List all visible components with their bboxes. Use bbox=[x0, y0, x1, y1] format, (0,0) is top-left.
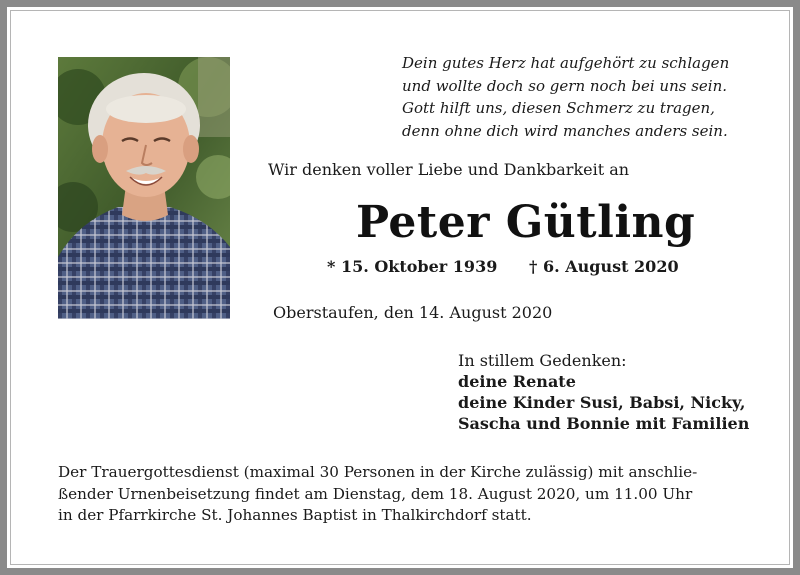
mourner-line: deine Kinder Susi, Babsi, Nicky, bbox=[458, 393, 746, 412]
mourner-line: Sascha und Bonnie mit Familien bbox=[458, 414, 750, 433]
poem-line: Dein gutes Herz hat aufgehört zu schlagen bbox=[402, 54, 730, 72]
mourners-block bbox=[458, 350, 749, 434]
portrait-photo bbox=[58, 57, 230, 319]
death-date: † 6. August 2020 bbox=[529, 257, 679, 276]
service-line: in der Pfarrkirche St. Johannes Baptist in Thalkirchdorf statt. bbox=[58, 506, 532, 524]
intro-text: Wir denken voller Liebe und Dankbarkeit an bbox=[268, 160, 630, 179]
portrait-illustration bbox=[58, 57, 230, 319]
deceased-name: Peter Gütling bbox=[356, 197, 696, 248]
place-and-date: Oberstaufen, den 14. August 2020 bbox=[273, 303, 553, 322]
service-notice bbox=[58, 462, 758, 527]
service-line: Der Trauergottesdienst (maximal 30 Personen in der Kirche zulässig) mit anschlie- bbox=[58, 463, 698, 481]
memorial-poem bbox=[402, 52, 762, 142]
service-line: ßender Urnenbeisetzung findet am Dienstag, dem 18. August 2020, um 11.00 Uhr bbox=[58, 484, 693, 503]
poem-line: denn ohne dich wird manches anders sein. bbox=[402, 121, 728, 140]
poem-line: Gott hilft uns, diesen Schmerz zu tragen, bbox=[402, 99, 715, 117]
birth-date: * 15. Oktober 1939 bbox=[327, 257, 498, 276]
mourners-heading: In stillem Gedenken: bbox=[458, 351, 627, 370]
mourner-line: deine Renate bbox=[458, 372, 576, 391]
poem-line: und wollte doch so gern noch bei uns sein. bbox=[402, 76, 728, 95]
